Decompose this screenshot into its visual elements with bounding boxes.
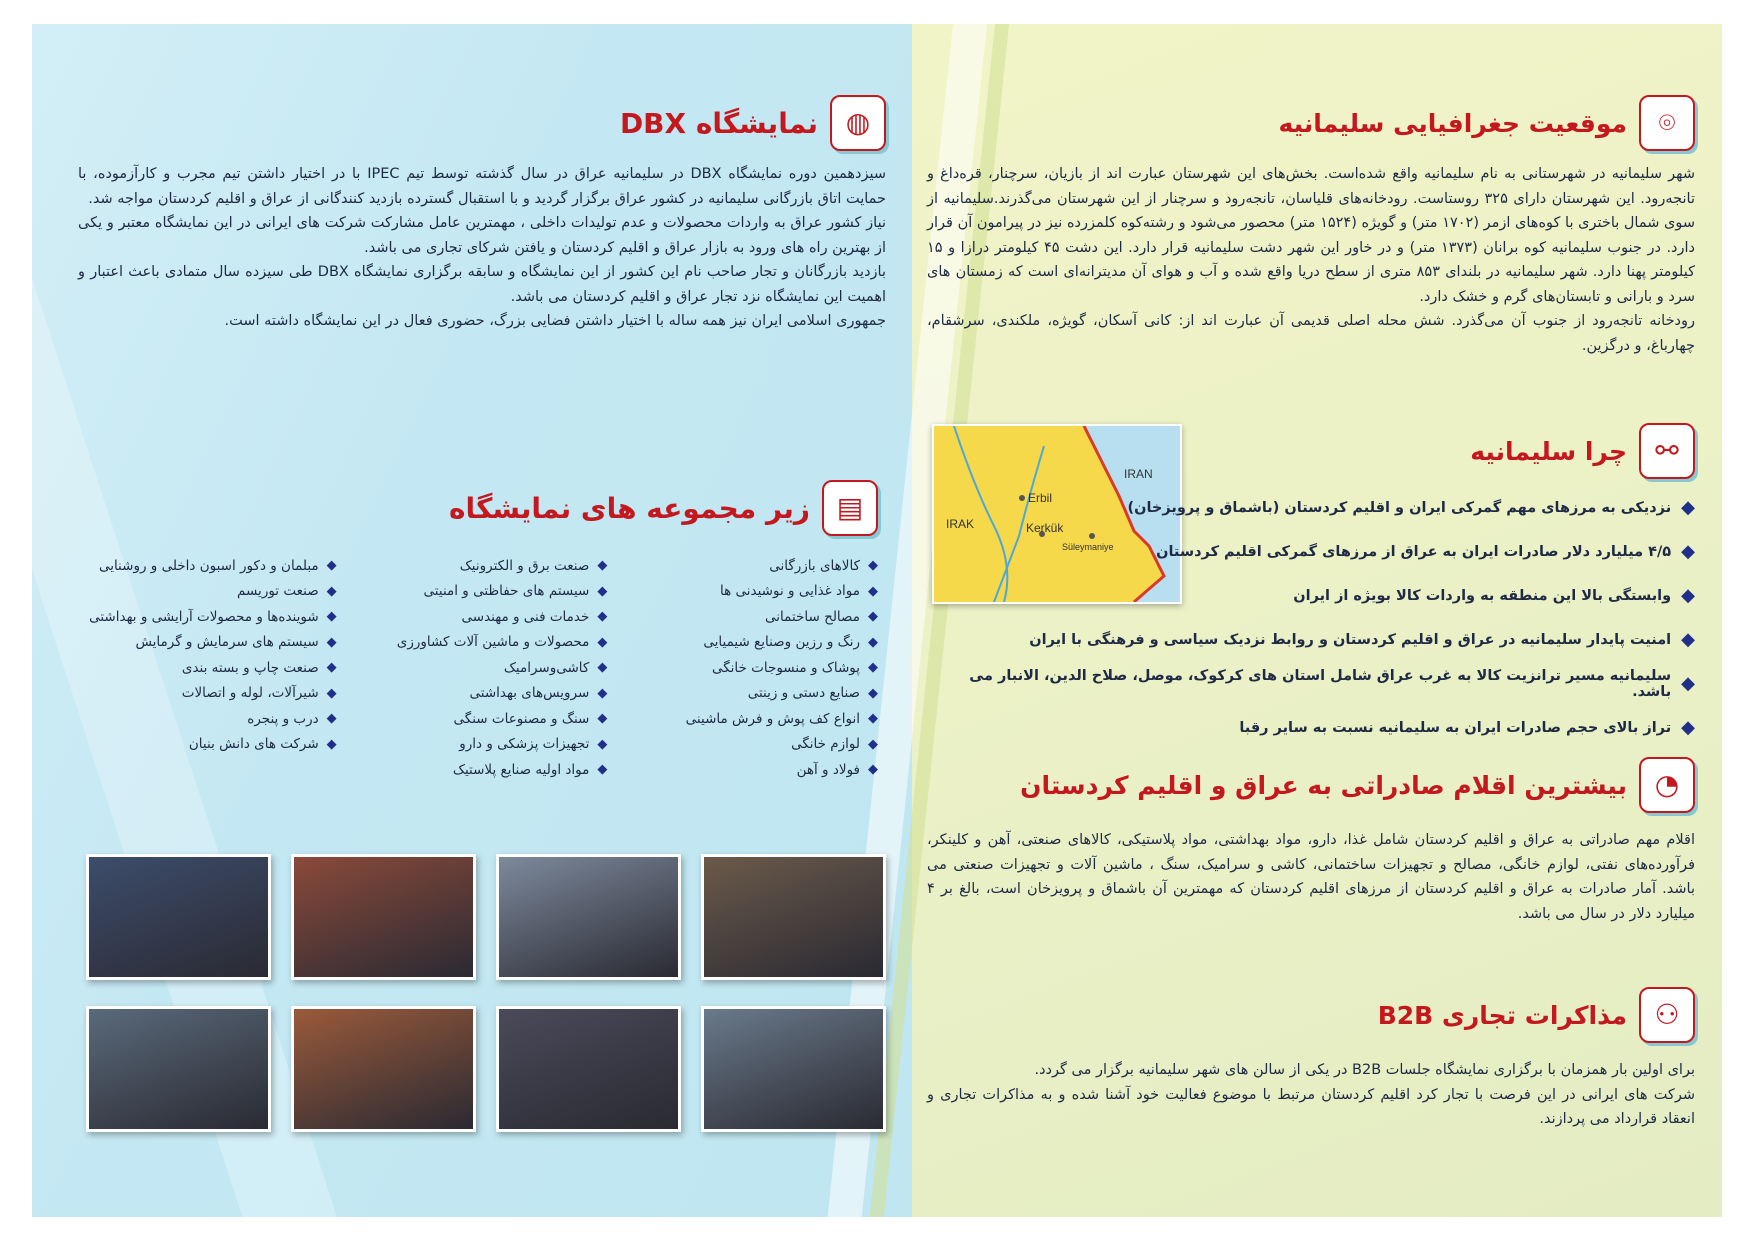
list-item [619, 757, 878, 783]
diamond-bullet-icon: ◆ [1681, 541, 1695, 562]
diamond-bullet-icon: ◆ [326, 609, 337, 625]
geo-paragraph: شهر سلیمانیه در شهرستانی به نام سلیمانیه واقع شده‌است. بخش‌های این شهرستان عبارت اند از بازیان، سرچنار، قره‌داغ و تانجه‌رود. این شهرستان دارای ۳۲۵ روستاست. رودخانه‌های قلیاسان، تانجه‌رود و سرچنار از این شهرستان می‌گذرند.سلیمانیه از سوی شمال باختری با کوه‌های ازمر (۱۷۰۲ متر) و گویژه (۱۵۲۴ متر) محصور می‌شود و رشته‌کوه کلمزرده نیز در پیرامون آن قرار دارد. در جنوب سلیمانیه کوه برانان (۱۳۷۳ متر) و در خاور این شهر دشت سلیمانیه قرار دارد. این دشت ۴۵ کیلومتر درازا و ۱۵ کیلومتر پهنا دارد. شهر سلیمانیه در بلندای ۸۵۳ متری از سطح دریا واقع شده و آب و هوای آن مدیترانه‌ای است که زمستان های سرد و بارانی و تابستان‌های گرم و خشک دارد. [927, 166, 1696, 305]
list-item-label: تجهیزات پزشکی و دارو [459, 736, 590, 753]
list-item-label: سیستم های حفاظتی و امنیتی [423, 583, 590, 600]
list-item [927, 574, 1695, 618]
list-item [619, 553, 878, 579]
list-item [78, 579, 337, 605]
diamond-bullet-icon: ◆ [1681, 629, 1695, 650]
exhibition-photo [86, 1006, 271, 1132]
list-item-label: صنعت چاپ و بسته بندی [181, 659, 319, 676]
location-pin-icon: ⌾ [1639, 95, 1695, 151]
list-item-label: فولاد و آهن [796, 761, 860, 778]
list-item-label: پوشاک و منسوجات خانگی [711, 659, 860, 676]
link-icon: ⚯ [1639, 423, 1695, 479]
map-label-iran: IRAN [1124, 467, 1153, 481]
diamond-bullet-icon: ◆ [597, 583, 608, 599]
list-item-label: صنعت برق و الکترونیک [459, 557, 590, 574]
map-label-irak: IRAK [946, 517, 975, 531]
list-item [349, 681, 608, 707]
list-item [349, 604, 608, 630]
list-item [619, 604, 878, 630]
list-item [927, 486, 1695, 530]
geo-paragraph: رودخانه تانجه‌رود از جنوب آن می‌گذرد. شش محله اصلی قدیمی آن عبارت اند از: کانی آسکان، گویژه، ملکندی، سرشقام، چهارباغ، و درگزین. [927, 313, 1695, 354]
diamond-bullet-icon: ◆ [1681, 673, 1695, 694]
exhibition-photo [701, 1006, 886, 1132]
exports-section [927, 756, 1695, 926]
list-item [78, 553, 337, 579]
map-label-suleymaniye: Süleymaniye [1062, 542, 1114, 552]
list-item-label: ۴/۵ میلیارد دلار صادرات ایران به عراق از مرزهای گمرکی اقلیم کردستان [1156, 544, 1672, 560]
list-item-label: رنگ و رزین وصنایع شیمیایی [703, 634, 860, 651]
why-list [927, 486, 1695, 750]
pie-chart-icon: ◔ [1639, 757, 1695, 813]
list-item-label: انواع کف پوش و فرش ماشینی [685, 710, 860, 727]
list-item-label: تراز بالای حجم صادرات ایران به سلیمانیه نسبت به سایر رقبا [1239, 720, 1672, 736]
list-item [927, 530, 1695, 574]
diamond-bullet-icon: ◆ [326, 583, 337, 599]
photo-gallery [86, 854, 886, 1132]
list-item [927, 662, 1695, 706]
b2b-text [927, 1058, 1695, 1132]
diamond-bullet-icon: ◆ [597, 685, 608, 701]
exhibition-photo [496, 1006, 681, 1132]
subsets-grid [78, 553, 878, 783]
list-item-label: شیرآلات، لوله و اتصالات [181, 685, 319, 702]
list-item-label: سیستم های سرمایش و گرمایش [135, 634, 319, 651]
b2b-title: مذاکرات تجاری B2B [1377, 1000, 1627, 1030]
why-section [1182, 422, 1695, 480]
list-item [619, 655, 878, 681]
dbx-title: نمایشگاه DBX [619, 106, 818, 140]
book-icon: ▤ [822, 480, 878, 536]
diamond-bullet-icon: ◆ [597, 762, 608, 778]
map-label-kerkuk: Kerkük [1026, 521, 1064, 535]
list-item [78, 655, 337, 681]
b2b-section [927, 986, 1695, 1132]
diamond-bullet-icon: ◆ [326, 660, 337, 676]
list-item [349, 655, 608, 681]
list-item-label: لوازم خانگی [791, 736, 860, 753]
dbx-section [78, 94, 886, 334]
list-item [927, 706, 1695, 750]
diamond-bullet-icon: ◆ [326, 736, 337, 752]
diamond-bullet-icon: ◆ [868, 583, 878, 599]
map-label-erbil: Erbil [1028, 491, 1053, 505]
geo-text [927, 162, 1695, 358]
subsets-title-row [78, 479, 878, 537]
diamond-bullet-icon: ◆ [868, 634, 878, 650]
list-item [927, 618, 1695, 662]
diamond-bullet-icon: ◆ [868, 609, 878, 625]
diamond-bullet-icon: ◆ [597, 736, 608, 752]
people-icon: ⚇ [1639, 987, 1695, 1043]
exhibition-photo [496, 854, 681, 980]
b2b-paragraph: برای اولین بار همزمان با برگزاری نمایشگاه جلسات B2B در یکی از سالن های شهر سلیمانیه برگزار می گردد. [1034, 1062, 1695, 1078]
list-item-label: خدمات فنی و مهندسی [461, 608, 590, 625]
list-item-label: شوینده‌ها و محصولات آرایشی و بهداشتی [89, 608, 319, 625]
list-item [349, 630, 608, 656]
diamond-bullet-icon: ◆ [597, 634, 608, 650]
list-item-label: درب و پنجره [247, 710, 319, 727]
diamond-bullet-icon: ◆ [326, 558, 337, 574]
exports-title: بیشترین اقلام صادراتی به عراق و اقلیم کردستان [1020, 770, 1627, 800]
b2b-paragraph: شرکت های ایرانی در این فرصت با تجار کرد اقلیم کردستان مرتبط با موضوع فعالیت خود آشنا شده و به مذاکرات تجاری و انعقاد قرارداد می پردازند. [927, 1086, 1695, 1127]
diamond-bullet-icon: ◆ [1681, 717, 1695, 738]
list-item-label: مواد اولیه صنایع پلاستیک [452, 761, 590, 778]
diamond-bullet-icon: ◆ [326, 685, 337, 701]
list-item-label: سرویس‌های بهداشتی [469, 685, 590, 702]
subsets-title: زیر مجموعه های نمایشگاه [449, 491, 810, 525]
exhibition-photo [86, 854, 271, 980]
diamond-bullet-icon: ◆ [326, 711, 337, 727]
diamond-bullet-icon: ◆ [1681, 497, 1695, 518]
dbx-paragraph: جمهوری اسلامی ایران نیز همه ساله با اختیار داشتن فضایی بزرگ، حضوری فعال در این نمایشگاه داشته است. [224, 313, 886, 329]
list-item [619, 706, 878, 732]
subsets-column [619, 553, 878, 783]
exhibition-photo [701, 854, 886, 980]
geo-title: موقعیت جغرافیایی سلیمانیه [1278, 108, 1627, 138]
dbx-text [78, 162, 886, 334]
list-item-label: وابستگی بالا این منطقه به واردات کالا بویژه از ایران [1293, 588, 1672, 604]
list-item-label: سلیمانیه مسیر ترانزیت کالا به غرب عراق شامل استان های کرکوک، موصل، صلاح الدین، الانبار می باشد. [969, 668, 1672, 700]
list-item [78, 732, 337, 758]
list-item-label: مواد غذایی و نوشیدنی ها [719, 583, 860, 600]
why-title-row [1182, 422, 1695, 480]
geo-title-row [927, 94, 1695, 152]
list-item-label: محصولات و ماشین آلات کشاورزی [396, 634, 590, 651]
exhibition-photo [291, 1006, 476, 1132]
dbx-paragraph: بازدید بازرگانان و تجار صاحب نام این کشور از این نمایشگاه و سابقه برگزاری نمایشگاه DBX طی سیزده سال متمادی باعث اعتبار و اهمیت این نمایشگاه نزد تجار عراق و اقلیم کردستان می باشد. [78, 264, 886, 305]
list-item [619, 681, 878, 707]
diamond-bullet-icon: ◆ [868, 711, 878, 727]
list-item-label: کاشی‌وسرامیک [503, 659, 590, 676]
diamond-bullet-icon: ◆ [868, 558, 878, 574]
diamond-bullet-icon: ◆ [597, 711, 608, 727]
list-item-label: صنعت توریسم [237, 583, 319, 600]
list-item [619, 630, 878, 656]
list-item [349, 732, 608, 758]
list-item [619, 579, 878, 605]
list-item [349, 706, 608, 732]
subsets-section [78, 479, 878, 783]
dbx-paragraph: نیاز کشور عراق به واردات محصولات و عدم تولیدات داخلی ، مهمترین عامل مشارکت شرکت های ایرانی در این نمایشگاه معتبر و یکی از بهترین راه های ورود به بازار عراق و اقلیم کردستان و یافتن شرکای تجاری می باشد. [78, 215, 886, 256]
diamond-bullet-icon: ◆ [868, 685, 878, 701]
diamond-bullet-icon: ◆ [868, 660, 878, 676]
diamond-bullet-icon: ◆ [326, 634, 337, 650]
diamond-bullet-icon: ◆ [1681, 585, 1695, 606]
list-item-label: صنایع دستی و زینتی [747, 685, 860, 702]
subsets-column [349, 553, 608, 783]
diamond-bullet-icon: ◆ [868, 736, 878, 752]
dbx-title-row [78, 94, 886, 152]
list-item-label: نزدیکی به مرزهای مهم گمرکی ایران و اقلیم کردستان (باشماق و پرویزخان) [1127, 500, 1672, 516]
exports-text: اقلام مهم صادراتی به عراق و اقلیم کردستان شامل غذا، دارو، مواد بهداشتی، مواد پلاستیکی، کالاهای صنعتی، آهن و کلینکر، فرآورده‌های نفتی، لوازم خانگی، مصالح و تجهیزات ساختمانی، کاشی و سرامیک، سنگ ، ماشین آلات و تجهیزات صنعتی می باشد. آمار صادرات به عراق و اقلیم کردستان از مرزهای اقلیم کردستان که مهمترین آن باشماق و پرویزخان است، بالغ بر ۴ میلیارد دلار در سال می باشد. [927, 832, 1695, 922]
diamond-bullet-icon: ◆ [868, 762, 878, 778]
list-item-label: کالاهای بازرگانی [769, 557, 860, 574]
list-item-label: شرکت های دانش بنیان [188, 736, 319, 753]
list-item [349, 757, 608, 783]
dbx-paragraph: سیزدهمین دوره نمایشگاه DBX در سلیمانیه عراق در سال گذشته توسط تیم IPEC با در اختیار داشتن تیم مجرب و کارآزموده، با حمایت اتاق بازرگانی سلیمانیه در کشور عراق برگزار گردید و با استقبال گسترده بازدید کنندگانی از عراق و اقلیم کردستان مواجه شد. [78, 166, 886, 207]
list-item-label: مبلمان و دکور اسبون داخلی و روشنایی [98, 557, 319, 574]
geo-section [927, 94, 1695, 358]
subsets-column [78, 553, 337, 783]
exports-title-row [927, 756, 1695, 814]
list-item [78, 706, 337, 732]
list-item [78, 604, 337, 630]
why-bullets [927, 486, 1695, 750]
brochure-sheet [32, 24, 1722, 1217]
list-item [349, 553, 608, 579]
list-item-label: سنگ و مصنوعات سنگی [453, 710, 590, 727]
list-item [78, 681, 337, 707]
diamond-bullet-icon: ◆ [597, 609, 608, 625]
b2b-title-row [927, 986, 1695, 1044]
diamond-bullet-icon: ◆ [597, 558, 608, 574]
list-item [619, 732, 878, 758]
list-item-label: مصالح ساختمانی [765, 608, 860, 625]
exhibition-photo [291, 854, 476, 980]
globe-icon: ◍ [830, 95, 886, 151]
diamond-bullet-icon: ◆ [597, 660, 608, 676]
list-item [349, 579, 608, 605]
list-item [78, 630, 337, 656]
list-item-label: امنیت پایدار سلیمانیه در عراق و اقلیم کردستان و روابط نزدیک سیاسی و فرهنگی با ایران [1029, 632, 1672, 648]
why-title: چرا سلیمانیه [1470, 436, 1627, 466]
